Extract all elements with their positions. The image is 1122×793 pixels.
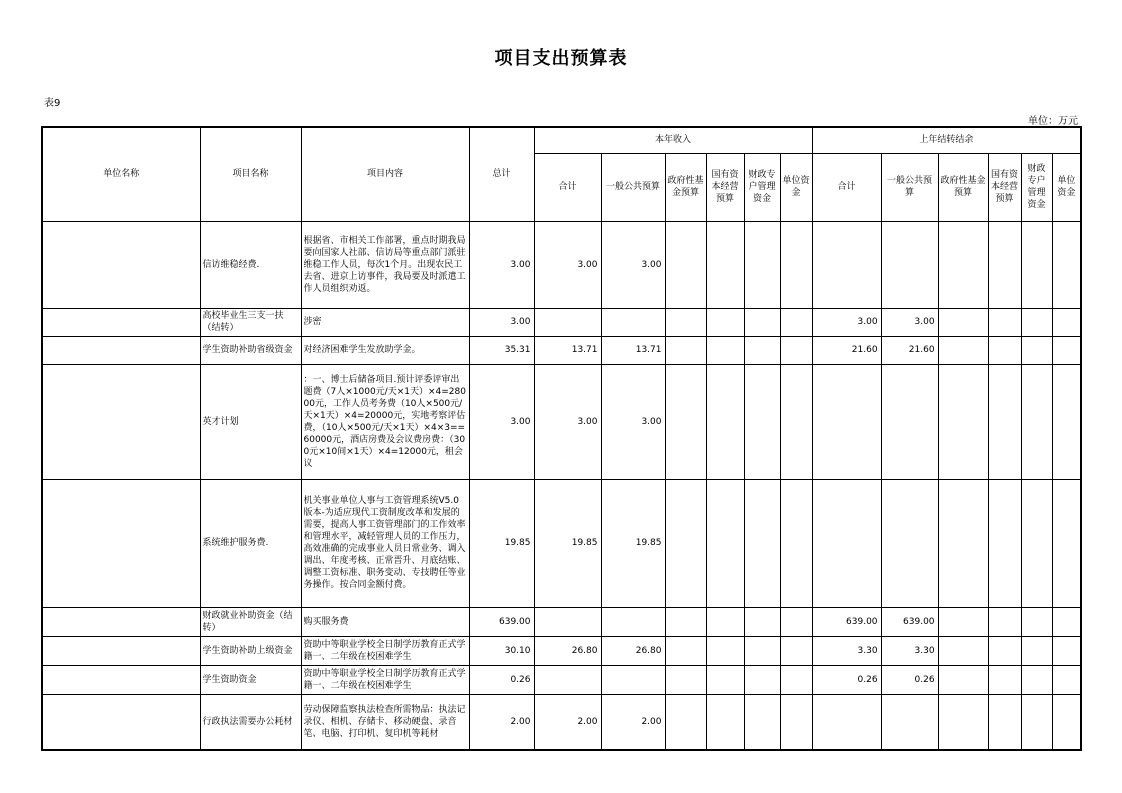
cell-py-fiscal-special [1021,221,1052,308]
cell-cy-sum [534,665,601,694]
cell-cy-general: 3.00 [601,364,665,479]
cell-cy-sum: 26.80 [534,636,601,665]
header-py-state-capital: 国有资本经营预算 [988,153,1021,221]
cell-py-unit-fund [1052,308,1081,336]
cell-py-general [881,694,938,750]
cell-project-name: 学生资助补助上级资金 [200,636,301,665]
cell-py-gov-fund [938,364,988,479]
cell-cy-gov-fund [665,607,706,636]
cell-cy-state-capital [706,479,744,607]
header-total: 总计 [469,127,534,221]
cell-py-state-capital [988,636,1021,665]
header-cy-state-capital: 国有资本经营预算 [706,153,744,221]
cell-py-gov-fund [938,665,988,694]
header-py-general: 一般公共预算 [881,153,938,221]
cell-cy-fiscal-special [744,336,780,364]
cell-unit [42,694,200,750]
cell-py-sum [812,364,881,479]
cell-py-unit-fund [1052,607,1081,636]
cell-project-name: 高校毕业生三支一扶（结转） [200,308,301,336]
cell-total: 19.85 [469,479,534,607]
cell-py-sum: 3.30 [812,636,881,665]
cell-cy-unit-fund [780,364,812,479]
budget-table [41,126,1082,751]
cell-cy-gov-fund [665,479,706,607]
cell-unit [42,364,200,479]
cell-cy-unit-fund [780,607,812,636]
cell-py-general: 0.26 [881,665,938,694]
cell-project-name: 财政就业补助资金（结转） [200,607,301,636]
cell-unit [42,636,200,665]
table-number: 表9 [44,98,61,109]
cell-py-general: 3.00 [881,308,938,336]
header-py-fiscal-special: 财政专户管理资金 [1021,153,1052,221]
cell-cy-fiscal-special [744,221,780,308]
cell-cy-gov-fund [665,308,706,336]
cell-cy-unit-fund [780,665,812,694]
cell-py-fiscal-special [1021,308,1052,336]
cell-cy-state-capital [706,308,744,336]
cell-cy-unit-fund [780,479,812,607]
cell-project-name: 英才计划 [200,364,301,479]
cell-cy-general [601,308,665,336]
cell-cy-unit-fund [780,308,812,336]
header-unit-name: 单位名称 [42,127,200,221]
cell-project-content: 机关事业单位人事与工资管理系统V5.0版本-为适应现代工资制度改革和发展的需要，提高人事工资管理部门的工作效率和管理水平，减轻管理人员的工作压力，高效准确的完成事业人员日常业务、调入调出、年度考核、正常晋升、月底结账、调整工资标准、职务变动、专技聘任等业务操作。按合同金额付费。 [301,479,469,607]
cell-unit [42,479,200,607]
table-row [42,694,1081,750]
header-cy-gov-fund: 政府性基金预算 [665,153,706,221]
cell-cy-gov-fund [665,665,706,694]
cell-py-sum: 0.26 [812,665,881,694]
cell-py-general: 21.60 [881,336,938,364]
header-prior-year: 上年结转结余 [812,127,1081,153]
cell-total: 2.00 [469,694,534,750]
cell-project-name: 学生资助资金 [200,665,301,694]
cell-py-general [881,364,938,479]
table-row [42,308,1081,336]
cell-py-sum [812,694,881,750]
cell-project-name: 系统维护服务费. [200,479,301,607]
cell-cy-unit-fund [780,636,812,665]
header-cy-general: 一般公共预算 [601,153,665,221]
cell-py-sum [812,221,881,308]
cell-py-state-capital [988,336,1021,364]
cell-py-gov-fund [938,308,988,336]
cell-cy-unit-fund [780,694,812,750]
cell-cy-gov-fund [665,636,706,665]
cell-cy-state-capital [706,636,744,665]
cell-cy-sum: 3.00 [534,364,601,479]
cell-cy-gov-fund [665,364,706,479]
cell-py-sum: 639.00 [812,607,881,636]
page-title: 项目支出预算表 [494,48,628,69]
cell-unit [42,607,200,636]
cell-py-fiscal-special [1021,694,1052,750]
cell-cy-general: 26.80 [601,636,665,665]
cell-py-unit-fund [1052,221,1081,308]
cell-project-content: 购买服务费 [301,607,469,636]
cell-cy-state-capital [706,665,744,694]
cell-project-name: 信访维稳经费. [200,221,301,308]
cell-cy-general [601,665,665,694]
cell-unit [42,308,200,336]
cell-cy-general [601,607,665,636]
cell-py-gov-fund [938,336,988,364]
cell-total: 3.00 [469,364,534,479]
cell-unit [42,221,200,308]
cell-total: 0.26 [469,665,534,694]
header-project-content: 项目内容 [301,127,469,221]
cell-cy-sum [534,607,601,636]
cell-project-content: 涉密 [301,308,469,336]
cell-py-unit-fund [1052,364,1081,479]
cell-py-sum: 3.00 [812,308,881,336]
cell-py-state-capital [988,221,1021,308]
cell-unit [42,336,200,364]
cell-py-fiscal-special [1021,479,1052,607]
table-row [42,364,1081,479]
cell-cy-fiscal-special [744,479,780,607]
unit-label: 单位：万元 [1028,116,1078,127]
cell-py-general: 639.00 [881,607,938,636]
cell-py-fiscal-special [1021,665,1052,694]
cell-py-gov-fund [938,479,988,607]
table-row [42,336,1081,364]
cell-py-gov-fund [938,636,988,665]
cell-cy-fiscal-special [744,607,780,636]
cell-py-sum [812,479,881,607]
cell-py-state-capital [988,665,1021,694]
cell-cy-sum [534,308,601,336]
cell-cy-state-capital [706,336,744,364]
header-py-sum: 合计 [812,153,881,221]
header-cy-sum: 合计 [534,153,601,221]
cell-project-name: 行政执法需要办公耗材 [200,694,301,750]
header-py-unit-fund: 单位资金 [1052,153,1081,221]
cell-total: 35.31 [469,336,534,364]
cell-py-fiscal-special [1021,607,1052,636]
cell-cy-gov-fund [665,336,706,364]
cell-py-general [881,221,938,308]
cell-py-sum: 21.60 [812,336,881,364]
cell-project-content: 根据省、市相关工作部署，重点时期我局要向国家人社部、信访局等重点部门派驻维稳工作人员，每次1个月。出现农民工去省、进京上访事件，我局要及时派遣工作人员组织劝返。 [301,221,469,308]
cell-py-state-capital [988,694,1021,750]
cell-cy-sum: 19.85 [534,479,601,607]
table-row [42,636,1081,665]
table-row [42,665,1081,694]
cell-project-content: ：一、博士后储备项目.预计评委评审出题费（7人×1000元/天×1天）×4=28000元，工作人员考务费（10人×500元/天×1天）×4=20000元，实地考察评估费，（10人×500元/天×1天）×4×3==60000元，酒店房费及会议费房费：（300元×10间×1天）×4=12000元，租会议 [301,364,469,479]
cell-total: 3.00 [469,221,534,308]
cell-cy-gov-fund [665,221,706,308]
header-project-name: 项目名称 [200,127,301,221]
cell-py-unit-fund [1052,479,1081,607]
cell-py-general [881,479,938,607]
cell-project-content: 资助中等职业学校全日制学历教育正式学籍一、二年级在校困难学生 [301,665,469,694]
table-row [42,221,1081,308]
cell-py-fiscal-special [1021,636,1052,665]
header-current-year: 本年收入 [534,127,812,153]
cell-unit [42,665,200,694]
table-row [42,479,1081,607]
cell-cy-general: 13.71 [601,336,665,364]
table-row [42,607,1081,636]
cell-cy-fiscal-special [744,665,780,694]
cell-py-state-capital [988,479,1021,607]
cell-py-unit-fund [1052,336,1081,364]
cell-cy-fiscal-special [744,636,780,665]
cell-py-fiscal-special [1021,364,1052,479]
cell-cy-state-capital [706,694,744,750]
cell-cy-sum: 2.00 [534,694,601,750]
header-py-gov-fund: 政府性基金预算 [938,153,988,221]
cell-project-content: 劳动保障监察执法检查所需物品：执法记录仪、相机、存储卡、移动硬盘、录音笔、电脑、打印机、复印机等耗材 [301,694,469,750]
cell-py-fiscal-special [1021,336,1052,364]
cell-py-gov-fund [938,221,988,308]
cell-cy-state-capital [706,364,744,479]
cell-py-unit-fund [1052,636,1081,665]
cell-py-unit-fund [1052,665,1081,694]
cell-project-name: 学生资助补助省级资金 [200,336,301,364]
cell-cy-unit-fund [780,336,812,364]
cell-cy-unit-fund [780,221,812,308]
cell-cy-sum: 13.71 [534,336,601,364]
cell-py-state-capital [988,308,1021,336]
cell-cy-state-capital [706,607,744,636]
cell-cy-gov-fund [665,694,706,750]
header-cy-unit-fund: 单位资金 [780,153,812,221]
cell-cy-fiscal-special [744,308,780,336]
cell-cy-general: 2.00 [601,694,665,750]
cell-project-content: 资助中等职业学校全日制学历教育正式学籍一、二年级在校困难学生 [301,636,469,665]
cell-py-gov-fund [938,694,988,750]
cell-cy-general: 3.00 [601,221,665,308]
cell-py-state-capital [988,364,1021,479]
cell-py-unit-fund [1052,694,1081,750]
cell-py-general: 3.30 [881,636,938,665]
cell-total: 3.00 [469,308,534,336]
cell-cy-state-capital [706,221,744,308]
cell-cy-fiscal-special [744,694,780,750]
cell-cy-fiscal-special [744,364,780,479]
cell-total: 639.00 [469,607,534,636]
cell-total: 30.10 [469,636,534,665]
cell-py-gov-fund [938,607,988,636]
cell-py-state-capital [988,607,1021,636]
cell-cy-sum: 3.00 [534,221,601,308]
cell-cy-general: 19.85 [601,479,665,607]
header-cy-fiscal-special: 财政专户管理资金 [744,153,780,221]
cell-project-content: 对经济困难学生发放助学金。 [301,336,469,364]
